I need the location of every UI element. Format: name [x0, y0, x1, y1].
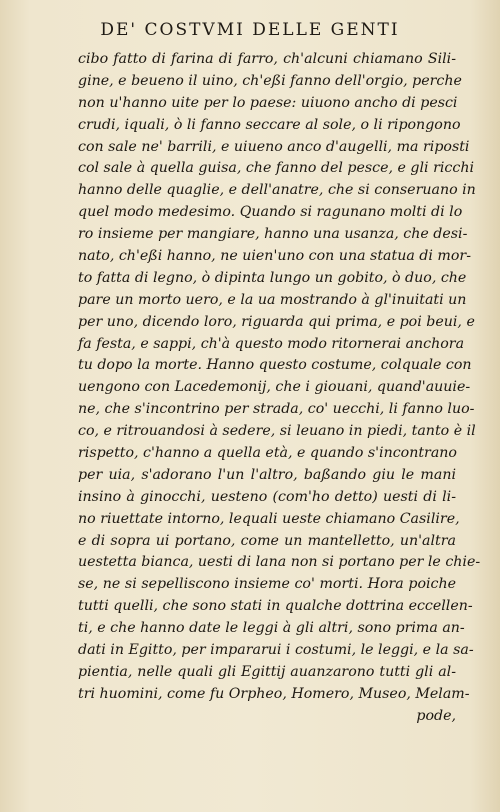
text-line: crudi, iquali, ò li fanno seccare al sole, o li ripongono [78, 116, 461, 133]
text-line: to fatta di legno, ò dipinta lungo un gobito, ò duo, che [78, 269, 467, 286]
text-line: hanno delle quaglie, e dell'anatre, che si conseruano in [78, 182, 476, 199]
text-line: col sale à quella guisa, che fanno del pesce, e gli ricchi [78, 160, 474, 177]
text-line: non u'hanno uite per lo paese: uiuono ancho di pesci [78, 94, 458, 111]
text-line: tu dopo la morte. Hanno questo costume, colquale con [78, 357, 472, 374]
text-line: con sale ne' barrili, e uiueno anco d'augelli, ma riposti [78, 138, 470, 155]
text-line: per uia, s'adorano l'un l'altro, baßando giu le mani [78, 466, 456, 483]
body-text [78, 49, 481, 728]
text-line: tri huomini, come fu Orpheo, Homero, Museo, Melam- [78, 685, 470, 702]
text-line: uengono con Lacedemonij, che i giouani, quand'auuie- [78, 379, 471, 396]
text-line: fa festa, e sappi, ch'à questo modo ritornerai anchora [78, 335, 465, 352]
text-line: pare un morto uero, e la ua mostrando à gl'inuitati un [78, 291, 467, 308]
text-line: insino à ginocchi, uesteno (com'ho detto) uesti di li- [78, 488, 456, 505]
text-line: e di sopra ui portano, come un mantelletto, un'altra [78, 532, 456, 549]
text-line: quel modo medesimo. Quando si ragunano molti di lo [78, 204, 463, 221]
text-line: co, e ritrouandosi à sedere, si leuano in piedi, tanto è il [78, 423, 476, 440]
text-line: no riuettate intorno, lequali ueste chiamano Casilire, [78, 510, 460, 527]
text-line: pientia, nelle quali gli Egittij auanzarono tutti gli al- [78, 663, 456, 680]
text-line: tutti quelli, che sono stati in qualche dottrina eccellen- [78, 598, 473, 615]
text-line: ti, e che hanno date le leggi à gli altri, sono prima an- [78, 620, 465, 637]
text-line: ne, che s'incontrino per strada, co' uecchi, li fanno luo- [78, 401, 475, 418]
text-line: rispetto, c'hanno a quella età, e quando s'incontrano [78, 445, 457, 462]
text-line: nato, ch'eßi hanno, ne uien'uno con una statua di mor- [78, 248, 471, 265]
text-line: cibo fatto di farina di farro, ch'alcuni chiamano Sili- [78, 51, 456, 67]
text-line: dati in Egitto, per impararui i costumi, le leggi, e la sa- [78, 642, 474, 659]
text-line: ro insieme per mangiare, hanno una usanza, che desi- [78, 226, 468, 243]
text-line: se, ne si sepelliscono insieme co' morti. Hora poiche [78, 576, 456, 593]
text-line: uestetta bianca, uesti di lana non si portano per le chie- [78, 554, 481, 571]
text-line: gine, e beueno il uino, ch'eßi fanno dell'orgio, perche [78, 72, 462, 89]
text-line: per uno, dicendo loro, riguarda qui prima, e poi beui, e [78, 313, 475, 330]
running-header: DE' COSTVMI DELLE GENTI [100, 20, 400, 40]
catchword: pode, [416, 707, 456, 724]
